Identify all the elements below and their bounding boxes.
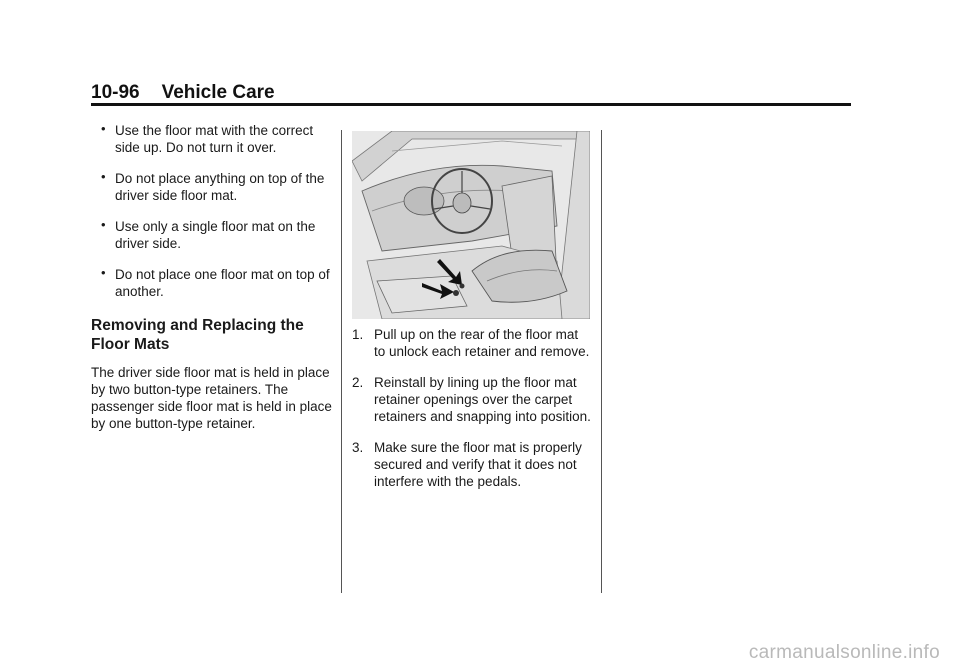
step-item [352, 326, 592, 360]
floor-mat-illustration [352, 131, 590, 319]
left-column [91, 122, 336, 432]
step-text: Make sure the floor mat is properly secured and verify that it does not interfere with the pedals. [374, 440, 582, 489]
page-number: 10-96 [91, 82, 140, 103]
bullet-item: • Do not place one floor mat on top of another. [91, 266, 336, 300]
column-divider-left [341, 130, 342, 593]
bullet-list [91, 122, 336, 300]
watermark: carmanualsonline.info [748, 642, 940, 663]
section-heading: Removing and Replacing the Floor Mats [91, 317, 304, 353]
step-number: 1. [352, 327, 364, 342]
right-column [352, 326, 592, 504]
step-item [352, 439, 592, 490]
step-text: Pull up on the rear of the floor mat to unlock each retainer and remove. [374, 327, 590, 359]
steps-list [352, 326, 592, 490]
column-divider-right [601, 130, 602, 593]
step-text: Reinstall by lining up the floor mat retainer openings over the carpet retainers and snapping into position. [374, 375, 591, 424]
step-item [352, 374, 592, 425]
step-number: 2. [352, 375, 364, 390]
header-rule [91, 103, 851, 106]
page-header [91, 82, 275, 104]
step-number: 3. [352, 440, 364, 455]
body-paragraph: The driver side floor mat is held in place by two button-type retainers. The passenger side floor mat is held in place by one button-type retainer. [91, 365, 332, 431]
bullet-item: • Use only a single floor mat on the driver side. [91, 218, 336, 252]
section-title-header: Vehicle Care [161, 82, 275, 103]
bullet-item: • Use the floor mat with the correct side up. Do not turn it over. [91, 122, 336, 156]
bullet-item: • Do not place anything on top of the driver side floor mat. [91, 170, 336, 204]
